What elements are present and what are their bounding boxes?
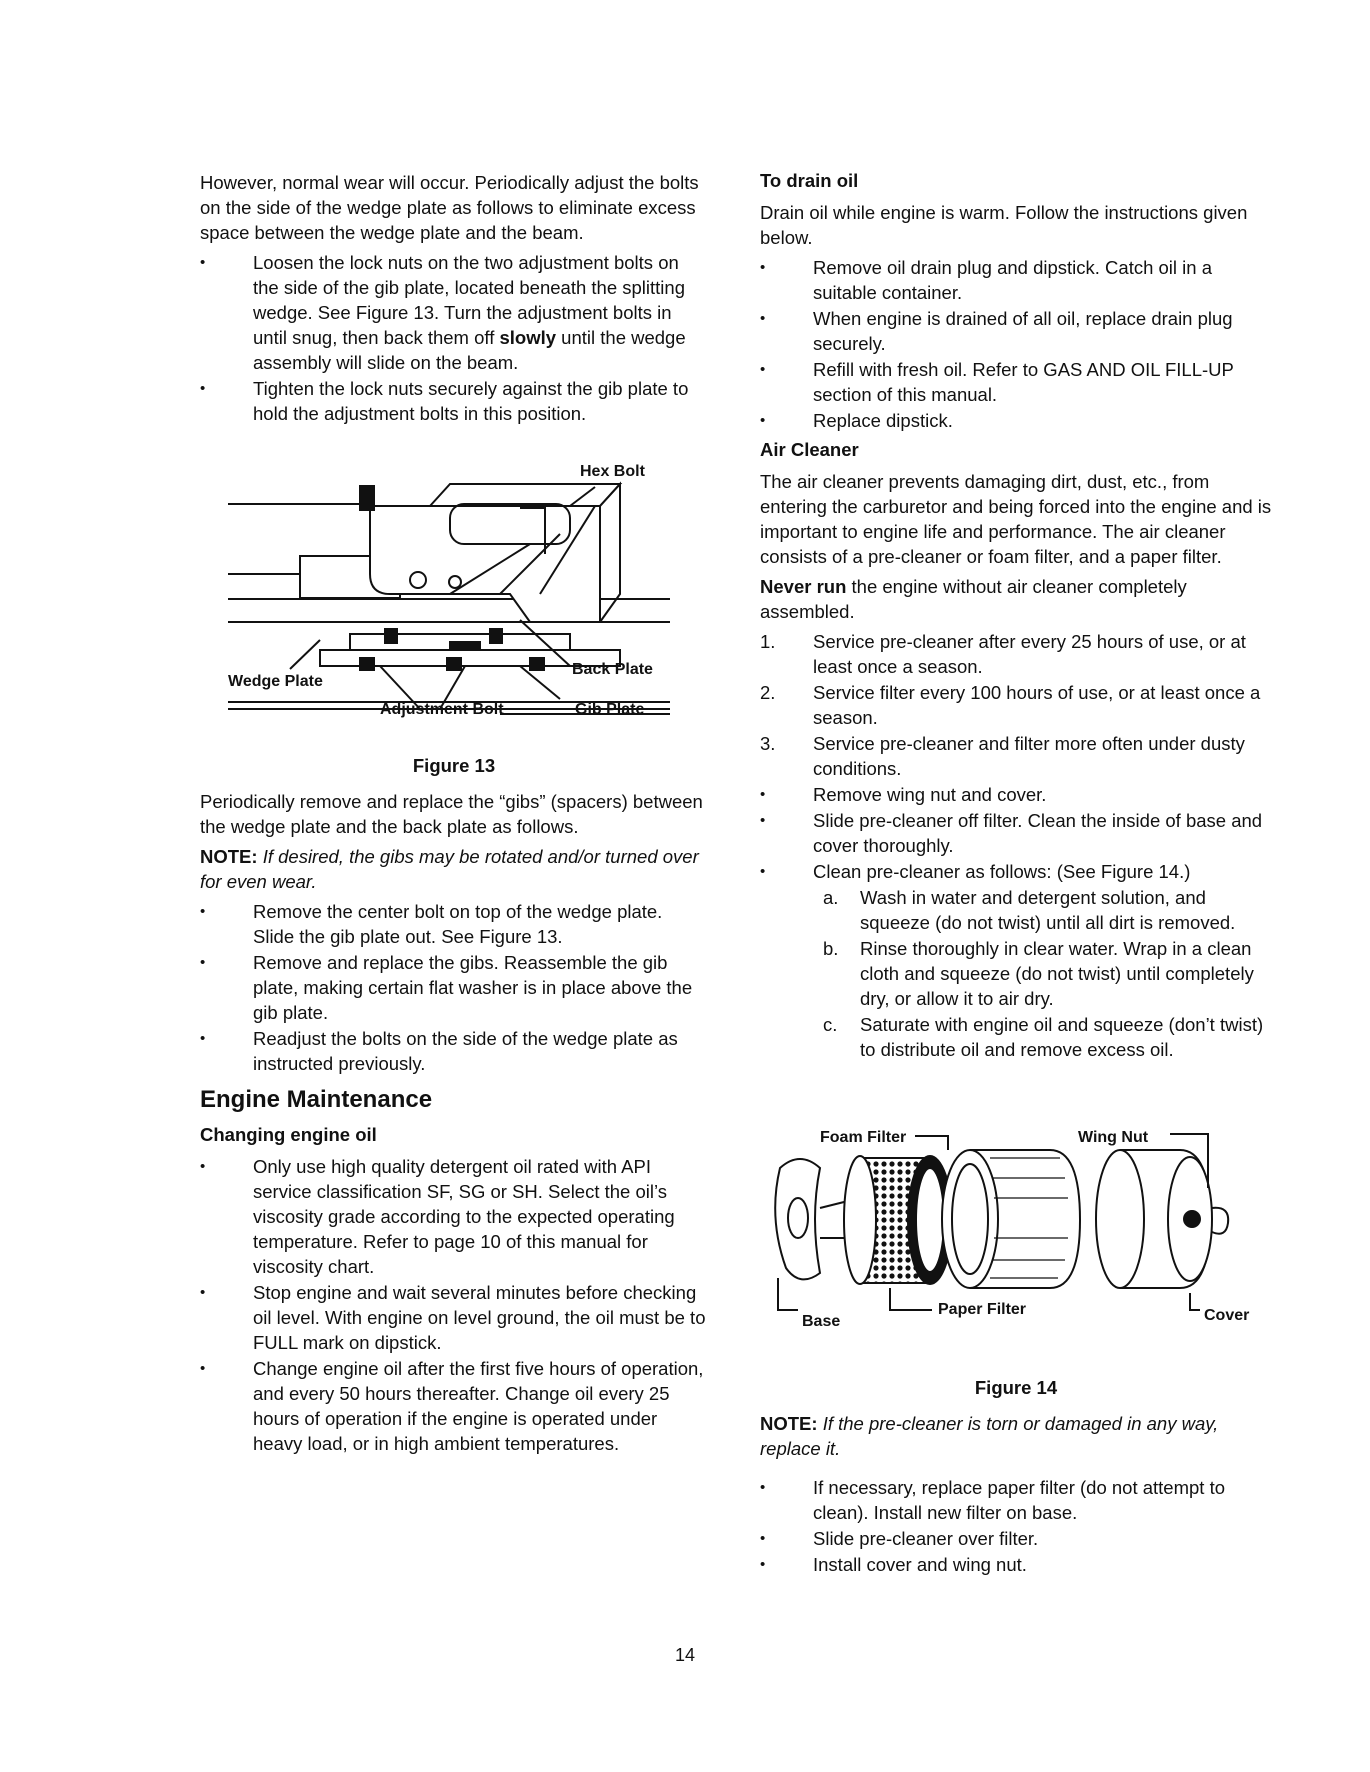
list-item: 1. Service pre-cleaner after every 25 hours of use, or at least once a season. [760,631,1246,677]
list-item: • Remove oil drain plug and dipstick. Catch oil in a suitable container. [760,255,1272,305]
list-item: a. Wash in water and detergent solution, and squeeze (do not twist) until all dirt is removed. [823,887,1236,933]
clean-bullet-list [760,782,1272,884]
left-column [200,170,708,1457]
list-item: • Readjust the bolts on the side of the wedge plate as instructed previously. [200,1026,708,1076]
hex-bolt-label: Hex Bolt [580,463,645,480]
gibs-paragraph: Periodically remove and replace the “gibs” (spacers) between the wedge plate and the back plate as follows. [200,791,703,837]
list-item: • Loosen the lock nuts on the two adjustment bolts on the side of the gib plate, located beneath the splitting wedge. See Figure 13. Turn the adjustment bolts in until snug, then back them off slowly until the wedge assembly will slide on the beam. [200,250,708,375]
cover-label: Cover [1204,1307,1250,1324]
engine-maintenance-heading: Engine Maintenance [200,1086,433,1113]
drain-oil-heading: To drain oil [760,170,859,191]
list-item: • If necessary, replace paper filter (do not attempt to clean). Install new filter on base. [760,1475,1272,1525]
list-item: 2. Service filter every 100 hours of use, or at least once a season. [760,682,1261,728]
list-item: • Remove wing nut and cover. [760,782,1272,807]
figure-14 [760,1088,1272,1399]
base-label: Base [802,1313,841,1330]
back-plate-label: Back Plate [572,661,653,678]
list-item: • Remove the center bolt on top of the wedge plate. Slide the gib plate out. See Figure 13. [200,899,708,949]
paper-filter-label: Paper Filter [938,1301,1027,1318]
air-intro: The air cleaner prevents damaging dirt, dust, etc., from entering the carburetor and being forced into the engine and is important to engine life and performance. The air cleaner consists of a pre-cleaner or foam filter, and a paper filter. [760,471,1272,567]
drain-intro: Drain oil while engine is warm. Follow the instructions given below. [760,202,1248,248]
note-precleaner: NOTE: If the pre-cleaner is torn or damaged in any way, replace it. [760,1413,1219,1459]
intro-paragraph: However, normal wear will occur. Periodically adjust the bolts on the side of the wedge plate as follows to eliminate excess space between the wedge plate and the beam. [200,172,699,243]
list-item: • Remove and replace the gibs. Reassemble the gib plate, making certain flat washer is in place above the gib plate. [200,950,708,1025]
list-item: • Only use high quality detergent oil rated with API service classification SF, SG or SH. Select the oil’s viscosity grade according to the expected operating temperature. Refer to page 10 of this manual for viscosity chart. [200,1154,708,1279]
oil-bullet-list [200,1154,708,1456]
list-item: • Refill with fresh oil. Refer to GAS AND OIL FILL-UP section of this manual. [760,357,1272,407]
changing-oil-heading: Changing engine oil [200,1124,377,1145]
list-item: • Tighten the lock nuts securely against the gib plate to hold the adjustment bolts in this position. [200,376,708,426]
page-number: 14 [674,1645,696,1665]
list-item: • Install cover and wing nut. [760,1552,1272,1577]
wedge-plate-label: Wedge Plate [228,673,323,690]
gib-bullet-list [200,899,708,1076]
list-item: • Clean pre-cleaner as follows: (See Figure 14.) [760,859,1272,884]
air-cleaner-heading: Air Cleaner [760,439,859,460]
adjust-bullet-list [200,250,708,426]
right-column [760,170,1272,1578]
foam-filter-label: Foam Filter [820,1129,907,1146]
list-item: c. Saturate with engine oil and squeeze (don’t twist) to distribute oil and remove excess oil. [823,1014,1264,1060]
list-item: 3. Service pre-cleaner and filter more often under dusty conditions. [760,733,1245,779]
list-item: • Slide pre-cleaner over filter. [760,1526,1272,1551]
service-steps-list [760,629,1272,781]
list-item: • When engine is drained of all oil, replace drain plug securely. [760,306,1272,356]
list-item: • Slide pre-cleaner off filter. Clean the inside of base and cover thoroughly. [760,808,1272,858]
list-item: • Change engine oil after the first five hours of operation, and every 50 hours thereafter. Change oil every 25 hours of operation if the engine is operated under heavy load, or in high ambient temperatures. [200,1356,708,1456]
figure-14-caption: Figure 14 [974,1377,1058,1398]
figure-13-caption: Figure 13 [412,755,496,776]
adjustment-bolt-label: Adjustment Bolt [380,701,504,718]
figure-13 [200,444,708,777]
wing-nut-label: Wing Nut [1078,1129,1149,1146]
list-item: b. Rinse thoroughly in clear water. Wrap in a clean cloth and squeeze (do not twist) until completely dry, or allow it to air dry. [823,938,1254,1009]
note-gibs: NOTE: If desired, the gibs may be rotated and/or turned over for even wear. [200,846,699,892]
list-item: • Stop engine and wait several minutes before checking oil level. With engine on level ground, the oil must be to FULL mark on dipstick. [200,1280,708,1355]
wedge-assembly-illustration [200,444,708,744]
clean-substeps-list [813,885,1272,1062]
drain-bullet-list [760,255,1272,433]
never-run-warning: Never run the engine without air cleaner completely assembled. [760,576,1187,622]
gib-plate-label: Gib Plate [575,701,645,718]
final-bullet-list [760,1475,1272,1577]
air-cleaner-exploded-illustration [760,1088,1272,1348]
list-item: • Replace dipstick. [760,408,1272,433]
